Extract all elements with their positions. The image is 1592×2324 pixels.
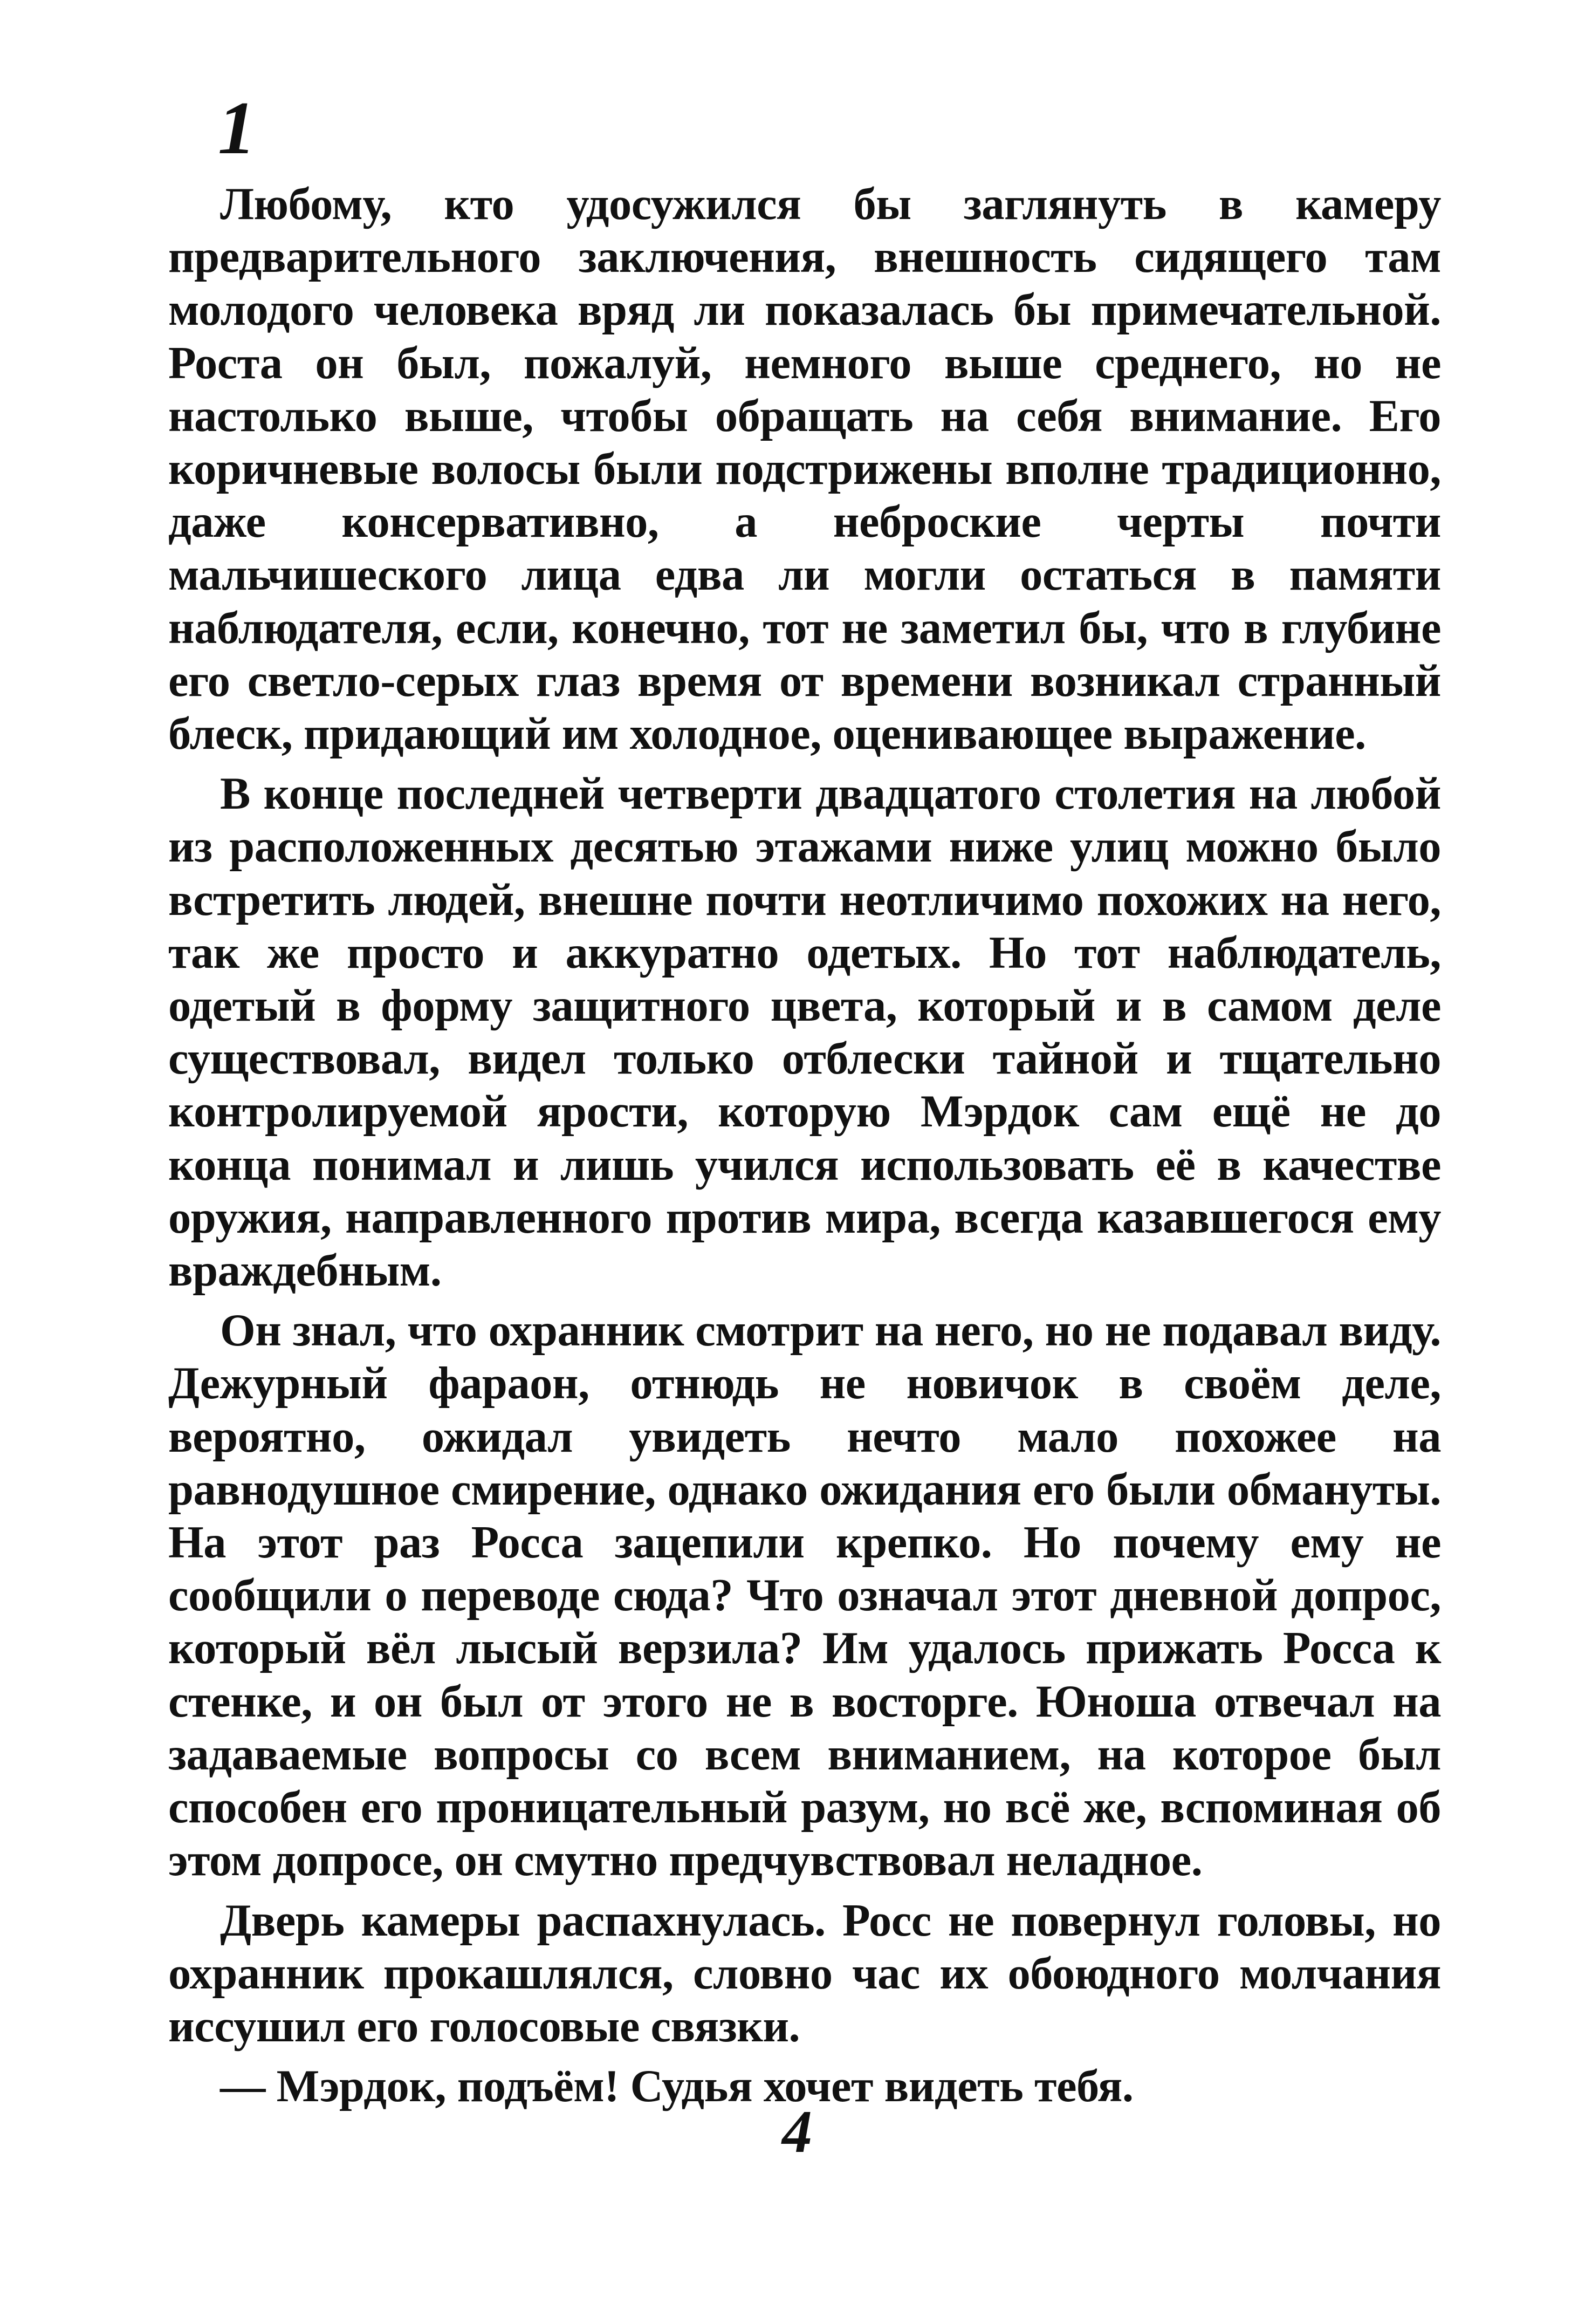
page-number: 4 [782,2099,812,2165]
paragraph: В конце последней четверти двадцатого столетия на любой из расположенных десятью этажами ниже улиц можно было встретить людей, внешне почти неотличимо похожих на него, так же просто и аккуратно одетых. Но тот наблюдатель, одетый в форму защитного цвета, который и в самом деле существовал, видел только отблески тайной и тщательно контролируемой ярости, которую Мэрдок сам ещё не до конца понимал и лишь учился использовать её в качестве оружия, направленного против мира, всегда казавшегося ему враждебным. [168,769,1441,1296]
paragraph: Дверь камеры распахнулась. Росс не повернул головы, но охранник прокашлялся, словно час их обоюдного молчания иссушил его голосовые связки. [168,1895,1441,2052]
chapter-text [168,178,1441,2113]
paragraph: Он знал, что охранник смотрит на него, но не подавал виду. Дежурный фараон, отнюдь не новичок в своём деле, вероятно, ожидал увидеть нечто мало похожее на равнодушное смирение, однако ожидания его были обмануты. На этот раз Росса зацепили крепко. Но почему ему не сообщили о переводе сюда? Что означал этот дневной допрос, который вёл лысый верзила? Им удалось прижать Росса к стенке, и он был от этого не в восторге. Юноша отвечал на задаваемые вопросы со всем вниманием, на которое был способен его проницательный разум, но всё же, вспоминая об этом допросе, он смутно предчувствовал неладное. [168,1305,1441,1886]
dialogue-line: — Мэрдок, подъём! Судья хочет видеть тебя. [220,2061,1134,2112]
paragraph: Любому, кто удосужился бы заглянуть в камеру предварительного заключения, внешность сидящего там молодого человека вряд ли показалась бы примечательной. Роста он был, пожалуй, немного выше среднего, но не настолько выше, чтобы обращать на себя внимание. Его коричневые волосы были подстрижены вполне традиционно, даже консервативно, а неброские черты почти мальчишеского лица едва ли могли остаться в памяти наблюдателя, если, конечно, тот не заметил бы, что в глубине его светло-серых глаз время от времени возникал странный блеск, придающий им холодное, оценивающее выражение. [168,179,1441,760]
chapter-number: 1 [218,86,256,170]
